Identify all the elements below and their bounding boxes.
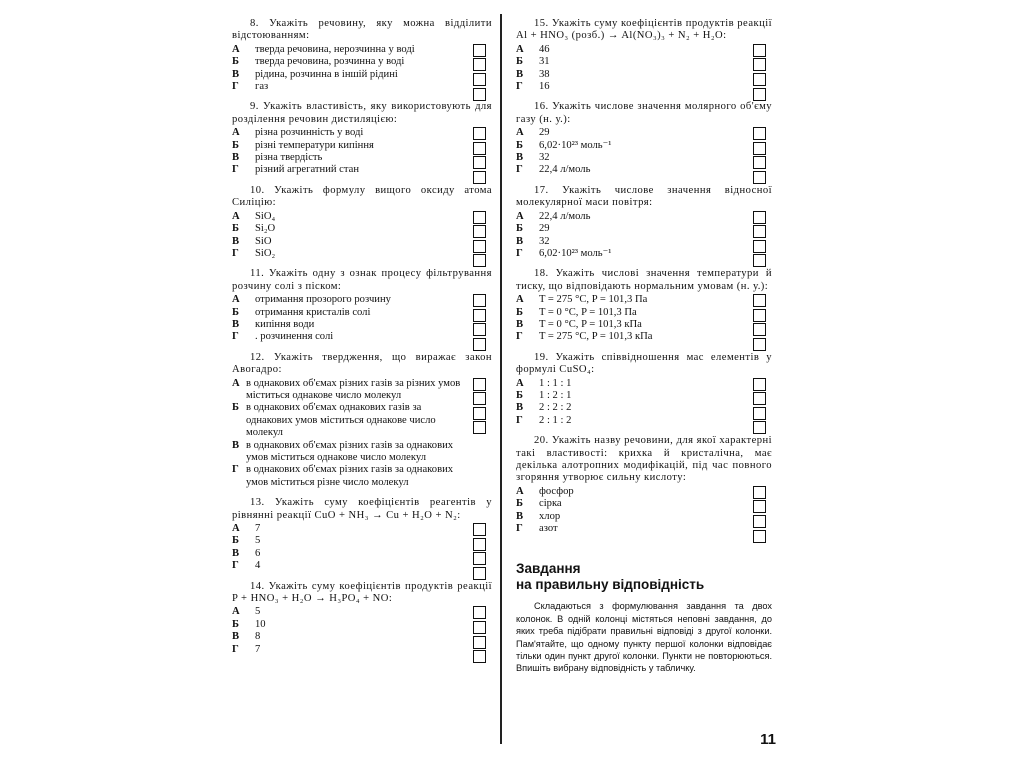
answer-option [232, 211, 468, 223]
question-stem: 19. Укажіть співвідношення мас елементів у формулі CuSO₄: [516, 351, 772, 376]
option-text: T = 0 °C, P = 101,3 Па [539, 306, 637, 318]
answer-checkbox [473, 73, 486, 86]
question-body [232, 294, 492, 344]
option-letter: В [232, 439, 240, 451]
question-item [232, 352, 492, 489]
answer-boxes [753, 378, 766, 436]
answer-checkbox [753, 240, 766, 253]
answer-options [232, 606, 492, 656]
answer-option [516, 307, 748, 319]
question-item [516, 101, 772, 176]
option-letter: А [516, 294, 524, 306]
option-letter: Г [232, 164, 239, 176]
answer-checkbox [473, 58, 486, 71]
option-text: 29 [539, 127, 550, 139]
option-letter: Г [232, 464, 239, 476]
answer-checkbox [473, 127, 486, 140]
page-number: 11 [760, 731, 776, 748]
answer-checkbox [753, 378, 766, 391]
answer-option [232, 523, 468, 535]
question-body [516, 378, 772, 428]
answer-option [516, 127, 748, 139]
answer-options [516, 44, 772, 94]
answer-option [232, 331, 468, 343]
option-text: сірка [539, 498, 562, 510]
option-letter: В [232, 631, 240, 643]
answer-options [516, 127, 772, 177]
question-item [516, 435, 772, 535]
answer-option [232, 164, 468, 176]
answer-checkbox [753, 486, 766, 499]
answer-checkbox [473, 552, 486, 565]
option-letter: Б [232, 535, 240, 547]
answer-boxes [473, 44, 486, 102]
answer-option [232, 631, 468, 643]
answer-checkbox [753, 530, 766, 543]
option-text: в однакових об'ємах різних газів за однакових умов міститься однакове число молекул [246, 439, 454, 463]
answer-option [516, 331, 748, 343]
answer-option [232, 548, 468, 560]
answer-option [232, 619, 468, 631]
answer-boxes [753, 486, 766, 544]
answer-options [232, 294, 492, 344]
answer-option [232, 307, 468, 319]
question-stem: 14. Укажіть суму коефіцієнтів продуктів реакції P + HNO₃ + H₂O → H₃PO₄ + NO: [232, 580, 492, 605]
option-text: 16 [539, 81, 550, 93]
option-text: Si₂O [255, 223, 276, 235]
option-letter: Г [232, 247, 239, 259]
option-text: тверда речовина, нерозчинна у воді [255, 43, 415, 55]
answer-option [232, 319, 468, 331]
answer-option [232, 56, 468, 68]
answer-checkbox [753, 500, 766, 513]
answer-boxes [753, 44, 766, 102]
question-body [516, 127, 772, 177]
answer-option [516, 248, 748, 260]
option-text: 8 [255, 631, 261, 643]
question-item [516, 268, 772, 343]
answer-checkbox [753, 407, 766, 420]
question-body [232, 523, 492, 573]
answer-checkbox [753, 171, 766, 184]
answer-option [232, 402, 468, 439]
option-letter: Г [516, 331, 523, 343]
option-text: в однакових об'ємах однакових газів за однакових умов міститься однакове число молекул [246, 402, 436, 439]
answer-boxes [473, 127, 486, 185]
option-letter: В [232, 152, 240, 164]
option-letter: Б [232, 306, 240, 318]
answer-option [516, 523, 748, 535]
answer-checkbox [753, 88, 766, 101]
option-letter: В [516, 152, 524, 164]
answer-option [232, 440, 468, 465]
option-letter: Б [232, 223, 240, 235]
answer-option [516, 319, 748, 331]
option-letter: Б [516, 56, 524, 68]
answer-boxes [473, 211, 486, 269]
option-text: 4 [255, 560, 261, 572]
answer-checkbox [473, 88, 486, 101]
question-stem: 18. Укажіть числові значення температури й тиску, що відповідають нормальним умовам (н. у.): [516, 268, 772, 292]
question-body [516, 486, 772, 536]
answer-checkbox [473, 523, 486, 536]
answer-checkbox [473, 621, 486, 634]
answer-checkbox [473, 636, 486, 649]
answer-checkbox [753, 338, 766, 351]
answer-option [232, 606, 468, 618]
option-text: 1 : 2 : 1 [539, 389, 572, 401]
option-text: 5 [255, 606, 261, 618]
option-text: газ [255, 81, 269, 93]
answer-option [232, 44, 468, 56]
option-letter: Б [232, 402, 240, 414]
answer-option [232, 127, 468, 139]
question-body [232, 606, 492, 656]
question-body [232, 127, 492, 177]
option-letter: Г [516, 414, 523, 426]
question-stem: 16. Укажіть числове значення молярного об'єму газу (н. у.): [516, 101, 772, 125]
answer-option [516, 81, 748, 93]
question-stem: 12. Укажіть твердження, що виражає закон Авогадро: [232, 351, 492, 376]
answer-option [232, 236, 468, 248]
option-text: 29 [539, 223, 550, 235]
answer-option [232, 644, 468, 656]
answer-option [516, 223, 748, 235]
option-letter: А [232, 127, 240, 139]
option-text: 46 [539, 43, 550, 55]
answer-option [232, 223, 468, 235]
option-text: 7 [255, 643, 261, 655]
answer-option [232, 81, 468, 93]
answer-checkbox [473, 142, 486, 155]
option-text: отримання кристалів солі [255, 306, 371, 318]
option-text: хлор [539, 510, 561, 522]
option-letter: В [516, 318, 524, 330]
answer-option [516, 402, 748, 414]
question-body [516, 44, 772, 94]
answer-checkbox [473, 338, 486, 351]
option-letter: Г [232, 331, 239, 343]
option-text: 6,02·10²³ моль⁻¹ [539, 139, 612, 151]
answer-option [232, 152, 468, 164]
answer-checkbox [473, 211, 486, 224]
answer-option [232, 140, 468, 152]
question-item [232, 101, 492, 176]
answer-option [232, 464, 468, 489]
option-letter: В [232, 68, 240, 80]
answer-option [232, 378, 468, 403]
answer-checkbox [753, 254, 766, 267]
answer-option [516, 294, 748, 306]
option-letter: В [516, 235, 524, 247]
right-column [516, 18, 772, 675]
question-stem: 15. Укажіть суму коефіцієнтів продуктів реакції Al + HNO₃ (розб.) → Al(NO₃)₃ + N₂ + H₂O: [516, 18, 772, 42]
question-item [232, 185, 492, 260]
option-letter: А [232, 523, 240, 535]
answer-checkbox [753, 58, 766, 71]
option-letter: В [232, 235, 240, 247]
option-letter: Б [516, 139, 524, 151]
answer-option [232, 560, 468, 572]
option-letter: А [232, 43, 240, 55]
answer-option [516, 56, 748, 68]
option-letter: А [516, 127, 524, 139]
option-text: 1 : 1 : 1 [539, 377, 572, 389]
option-letter: Б [232, 139, 240, 151]
option-text: азот [539, 523, 558, 535]
answer-option [232, 535, 468, 547]
option-letter: В [516, 402, 524, 414]
answer-checkbox [473, 309, 486, 322]
answer-checkbox [473, 225, 486, 238]
option-letter: Г [232, 560, 239, 572]
option-text: 22,4 л/моль [539, 164, 591, 176]
option-text: SiO₂ [255, 247, 276, 259]
option-letter: Г [516, 164, 523, 176]
option-text: 2 : 2 : 2 [539, 402, 572, 414]
answer-option [516, 236, 748, 248]
answer-boxes [473, 378, 486, 436]
option-letter: А [232, 210, 240, 222]
answer-option [516, 390, 748, 402]
option-letter: А [516, 210, 524, 222]
option-text: 38 [539, 68, 550, 80]
option-letter: Г [232, 643, 239, 655]
option-letter: А [516, 377, 524, 389]
question-item [232, 268, 492, 343]
answer-checkbox [473, 156, 486, 169]
section-description: Складаються з формулювання завдання та двох колонок. В одній колонці містяться неповні завдання, до яких треба підібрати правильні відповіді з другої колонки. Пам'ятайте, що одному пункту першої колонки відповідає тільки один пункт другої колонки. Пункти не повторюються. Впишіть вибрану відповідність у табличку. [516, 601, 772, 674]
option-letter: В [232, 318, 240, 330]
answer-checkbox [753, 392, 766, 405]
option-text: 5 [255, 535, 261, 547]
left-column [232, 18, 492, 664]
option-letter: Г [516, 81, 523, 93]
question-item [516, 18, 772, 93]
question-stem: 9. Укажіть властивість, яку використовують для розділення речовин дистиляцією: [232, 101, 492, 125]
option-text: 2 : 1 : 2 [539, 414, 572, 426]
answer-options [516, 294, 772, 344]
option-text: рідина, розчинна в іншій рідині [255, 68, 398, 80]
option-letter: Г [516, 247, 523, 259]
question-body [516, 211, 772, 261]
option-letter: Б [516, 223, 524, 235]
option-text: SiO₄ [255, 210, 276, 222]
question-stem: 8. Укажіть речовину, яку можна відділити відстоюванням: [232, 18, 492, 42]
option-letter: Б [516, 306, 524, 318]
option-letter: А [516, 43, 524, 55]
section-title [516, 561, 772, 593]
option-text: . розчинення солі [255, 331, 334, 343]
option-letter: Г [232, 81, 239, 93]
option-text: 10 [255, 618, 266, 630]
answer-boxes [753, 294, 766, 352]
option-text: 32 [539, 152, 550, 164]
option-letter: В [516, 68, 524, 80]
question-item [516, 185, 772, 260]
answer-option [516, 152, 748, 164]
answer-checkbox [753, 211, 766, 224]
answer-boxes [753, 127, 766, 185]
option-text: 6,02·10²³ моль⁻¹ [539, 247, 612, 259]
option-text: T = 275 °C, P = 101,3 кПа [539, 331, 653, 343]
option-text: різний агрегатний стан [255, 164, 360, 176]
answer-checkbox [753, 127, 766, 140]
answer-checkbox [753, 44, 766, 57]
right-questions [516, 18, 772, 535]
question-item [516, 352, 772, 427]
question-body [516, 294, 772, 344]
option-text: T = 275 °C, P = 101,3 Па [539, 294, 648, 306]
answer-checkbox [473, 294, 486, 307]
option-text: в однакових об'ємах різних газів за різних умов міститься однакове число молекул [246, 377, 461, 401]
answer-option [516, 164, 748, 176]
section-title-line2: на правильну відповідність [516, 577, 705, 593]
answer-checkbox [473, 171, 486, 184]
answer-option [516, 140, 748, 152]
answer-option [232, 294, 468, 306]
option-letter: Б [232, 56, 240, 68]
option-text: в однакових об'ємах різних газів за однакових умов міститься різне число молекул [246, 464, 454, 488]
question-item [232, 581, 492, 656]
answer-options [232, 211, 492, 261]
option-text: 31 [539, 56, 550, 68]
option-letter: А [232, 606, 240, 618]
option-text: SiO [255, 235, 272, 247]
answer-boxes [473, 606, 486, 664]
answer-checkbox [473, 538, 486, 551]
answer-options [516, 378, 772, 428]
question-stem: 11. Укажіть одну з ознак процесу фільтрування розчину солі з піском: [232, 268, 492, 292]
answer-options [232, 523, 492, 573]
option-text: 7 [255, 523, 261, 535]
answer-checkbox [473, 323, 486, 336]
answer-option [516, 69, 748, 81]
option-letter: В [232, 547, 240, 559]
question-body [232, 44, 492, 94]
answer-checkbox [473, 606, 486, 619]
answer-boxes [473, 294, 486, 352]
option-letter: В [516, 510, 524, 522]
question-item [232, 497, 492, 572]
answer-option [516, 415, 748, 427]
answer-option [516, 498, 748, 510]
answer-checkbox [753, 294, 766, 307]
answer-option [232, 69, 468, 81]
option-letter: Б [516, 389, 524, 401]
answer-checkbox [473, 240, 486, 253]
question-stem: 20. Укажіть назву речовини, для якої характерні такі властивості: крихка й кристалічна, має декілька алотропних модифікацій, під час повного згоряння утворює сильну кислоту: [516, 435, 772, 484]
answer-checkbox [753, 323, 766, 336]
answer-checkbox [473, 378, 486, 391]
option-text: фосфор [539, 485, 574, 497]
section-title-line1: Завдання [516, 561, 581, 577]
question-body [232, 211, 492, 261]
option-letter: Б [232, 618, 240, 630]
answer-boxes [753, 211, 766, 269]
answer-checkbox [753, 309, 766, 322]
answer-checkbox [753, 225, 766, 238]
answer-checkbox [753, 73, 766, 86]
option-text: тверда речовина, розчинна у воді [255, 56, 405, 68]
option-text: отримання прозорого розчину [255, 294, 391, 306]
answer-checkbox [473, 650, 486, 663]
question-stem: 13. Укажіть суму коефіцієнтів реагентів у рівнянні реакції CuO + NH₃ → Cu + H₂O + N₂: [232, 497, 492, 521]
option-text: T = 0 °C, P = 101,3 кПа [539, 318, 642, 330]
answer-options [516, 486, 772, 536]
option-text: різна твердість [255, 152, 323, 164]
answer-checkbox [473, 254, 486, 267]
answer-checkbox [473, 421, 486, 434]
column-divider [500, 14, 502, 744]
option-letter: А [516, 485, 524, 497]
answer-checkbox [473, 567, 486, 580]
question-stem: 17. Укажіть числове значення відносної молекулярної маси повітря: [516, 184, 772, 209]
answer-options [516, 211, 772, 261]
answer-boxes [473, 523, 486, 581]
option-text: 32 [539, 235, 550, 247]
answer-options [232, 378, 492, 490]
option-text: 6 [255, 547, 261, 559]
question-body [232, 378, 492, 490]
answer-option [516, 378, 748, 390]
answer-checkbox [473, 44, 486, 57]
answer-option [516, 511, 748, 523]
answer-checkbox [473, 407, 486, 420]
option-text: різні температури кипіння [255, 139, 374, 151]
option-text: кипіння води [255, 318, 315, 330]
answer-checkbox [753, 515, 766, 528]
answer-options [232, 44, 492, 94]
answer-options [232, 127, 492, 177]
option-letter: А [232, 377, 240, 389]
option-letter: Б [516, 498, 524, 510]
answer-option [516, 44, 748, 56]
option-text: різна розчинність у воді [255, 127, 364, 139]
answer-option [516, 211, 748, 223]
answer-checkbox [753, 142, 766, 155]
question-item [232, 18, 492, 93]
option-letter: Г [516, 523, 523, 535]
answer-option [232, 248, 468, 260]
answer-checkbox [473, 392, 486, 405]
answer-option [516, 486, 748, 498]
question-stem: 10. Укажіть формулу вищого оксиду атома Силіцію: [232, 184, 492, 209]
answer-checkbox [753, 421, 766, 434]
answer-checkbox [753, 156, 766, 169]
option-letter: А [232, 294, 240, 306]
option-text: 22,4 л/моль [539, 210, 591, 222]
